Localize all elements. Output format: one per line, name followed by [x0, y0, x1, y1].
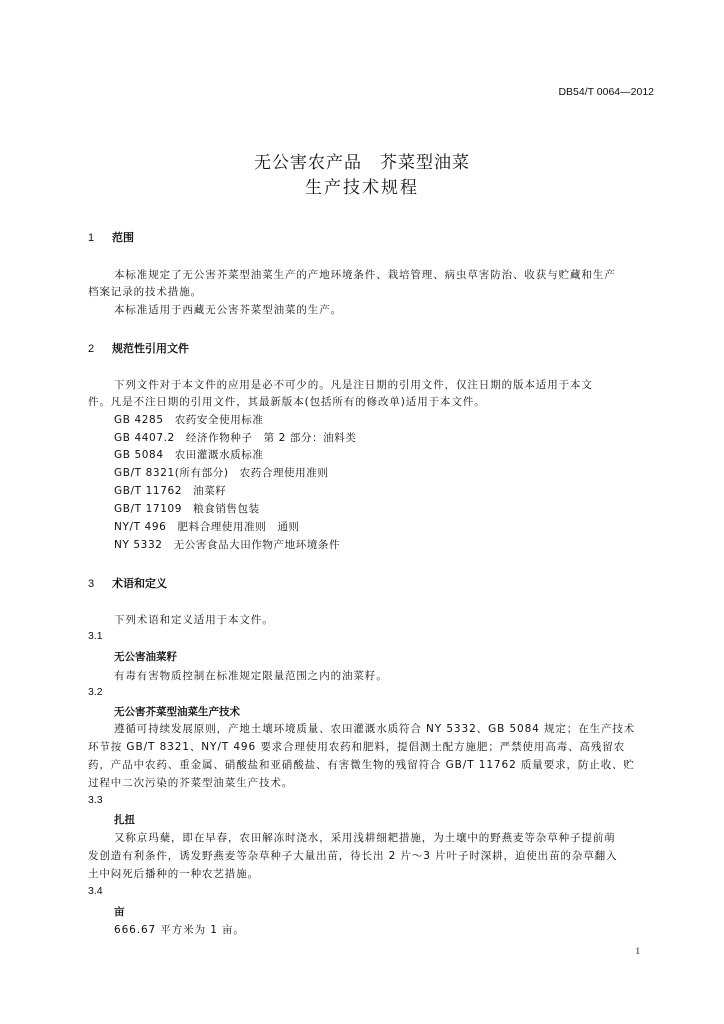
term-title: 扎扭: [114, 814, 135, 826]
section-title: 规范性引用文件: [112, 342, 189, 355]
ref-item: NY 5332 无公害食品大田作物产地环境条件: [114, 539, 341, 551]
term-definition-line: 遵循可持续发展原则，产地土壤环境质量、农田灌溉水质符合 NY 5332、GB 5084 规定；在生产技术: [114, 723, 636, 735]
term-definition: 有毒有害物质控制在标准规定限量范围之内的油菜籽。: [114, 670, 388, 682]
term-definition-line: 土中闷死后播种的一种农艺措施。: [88, 868, 259, 880]
section-number: 3: [88, 578, 95, 590]
ref-item: GB 5084 农田灌溉水质标准: [114, 449, 264, 461]
doc-title-line2: 生产技术规程: [305, 178, 419, 198]
ref-item: GB 4407.2 经济作物种子 第 2 部分：油料类: [114, 432, 357, 444]
clause-number: 3.1: [88, 630, 103, 642]
section-1-heading: [88, 229, 134, 245]
term-definition-line: 过程中二次污染的芥菜型油菜生产技术。: [88, 777, 294, 789]
ref-item: GB 4285 农药安全使用标准: [114, 414, 264, 426]
ref-item: NY/T 496 肥料合理使用准则 通则: [114, 521, 300, 533]
term-definition-line: 环节按 GB/T 8321、NY/T 496 要求合理使用农药和肥料，提倡测土配方施肥；严禁使用高毒、高残留农: [88, 741, 626, 753]
section-1-para1-line1: 本标准规定了无公害芥菜型油菜生产的产地环境条件、栽培管理、病虫草害防治、收获与贮藏和生产: [114, 269, 616, 281]
ref-item: GB/T 11762 油菜籽: [114, 485, 227, 497]
section-title: 范围: [112, 231, 134, 244]
section-number: 2: [88, 343, 95, 355]
section-2-intro-line1: 下列文件对于本文件的应用是必不可少的。凡是注日期的引用文件，仅注日期的版本适用于本文: [114, 379, 593, 391]
clause-number: 3.3: [88, 794, 103, 806]
ref-item: GB/T 17109 粮食销售包装: [114, 503, 260, 515]
section-number: 1: [88, 232, 95, 244]
term-title: 亩: [114, 906, 125, 918]
clause-number: 3.2: [88, 686, 103, 698]
term-title: 无公害芥菜型油菜生产技术: [114, 706, 240, 718]
term-title: 无公害油菜籽: [114, 651, 177, 663]
term-definition-line: 又称京玛蘖，即在早春，农田解冻时浇水，采用浅耕细耙措施，为土壤中的野燕麦等杂草种子提前萌: [114, 832, 616, 844]
term-definition: 666.67 平方米为 1 亩。: [114, 924, 245, 936]
section-title: 术语和定义: [112, 577, 167, 590]
section-1-para2: 本标准适用于西藏无公害芥菜型油菜的生产。: [114, 304, 342, 316]
section-3-intro: 下列术语和定义适用于本文件。: [114, 614, 274, 626]
doc-title-line1: 无公害农产品 芥菜型油菜: [254, 153, 470, 173]
section-2-heading: [88, 340, 189, 356]
clause-number: 3.4: [88, 885, 103, 897]
section-2-intro-line2: 件。凡是不注日期的引用文件，其最新版本(包括所有的修改单)适用于本文件。: [88, 396, 486, 408]
term-definition-line: 发创造有利条件，诱发野燕麦等杂草种子大量出苗，待长出 2 片～3 片叶子时深耕，迫使出苗的杂草翻入: [88, 850, 618, 862]
page-number: 1: [635, 946, 640, 956]
section-1-para1-line2: 档案记录的技术措施。: [88, 286, 202, 298]
ref-item: GB/T 8321(所有部分) 农药合理使用准则: [114, 467, 329, 479]
term-definition-line: 药，产品中农药、重金属、硝酸盐和亚硝酸盐、有害微生物的残留符合 GB/T 11762 质量要求，防止收、贮: [88, 759, 635, 771]
standard-code: DB54/T 0064—2012: [558, 86, 654, 98]
section-3-heading: [88, 575, 167, 591]
